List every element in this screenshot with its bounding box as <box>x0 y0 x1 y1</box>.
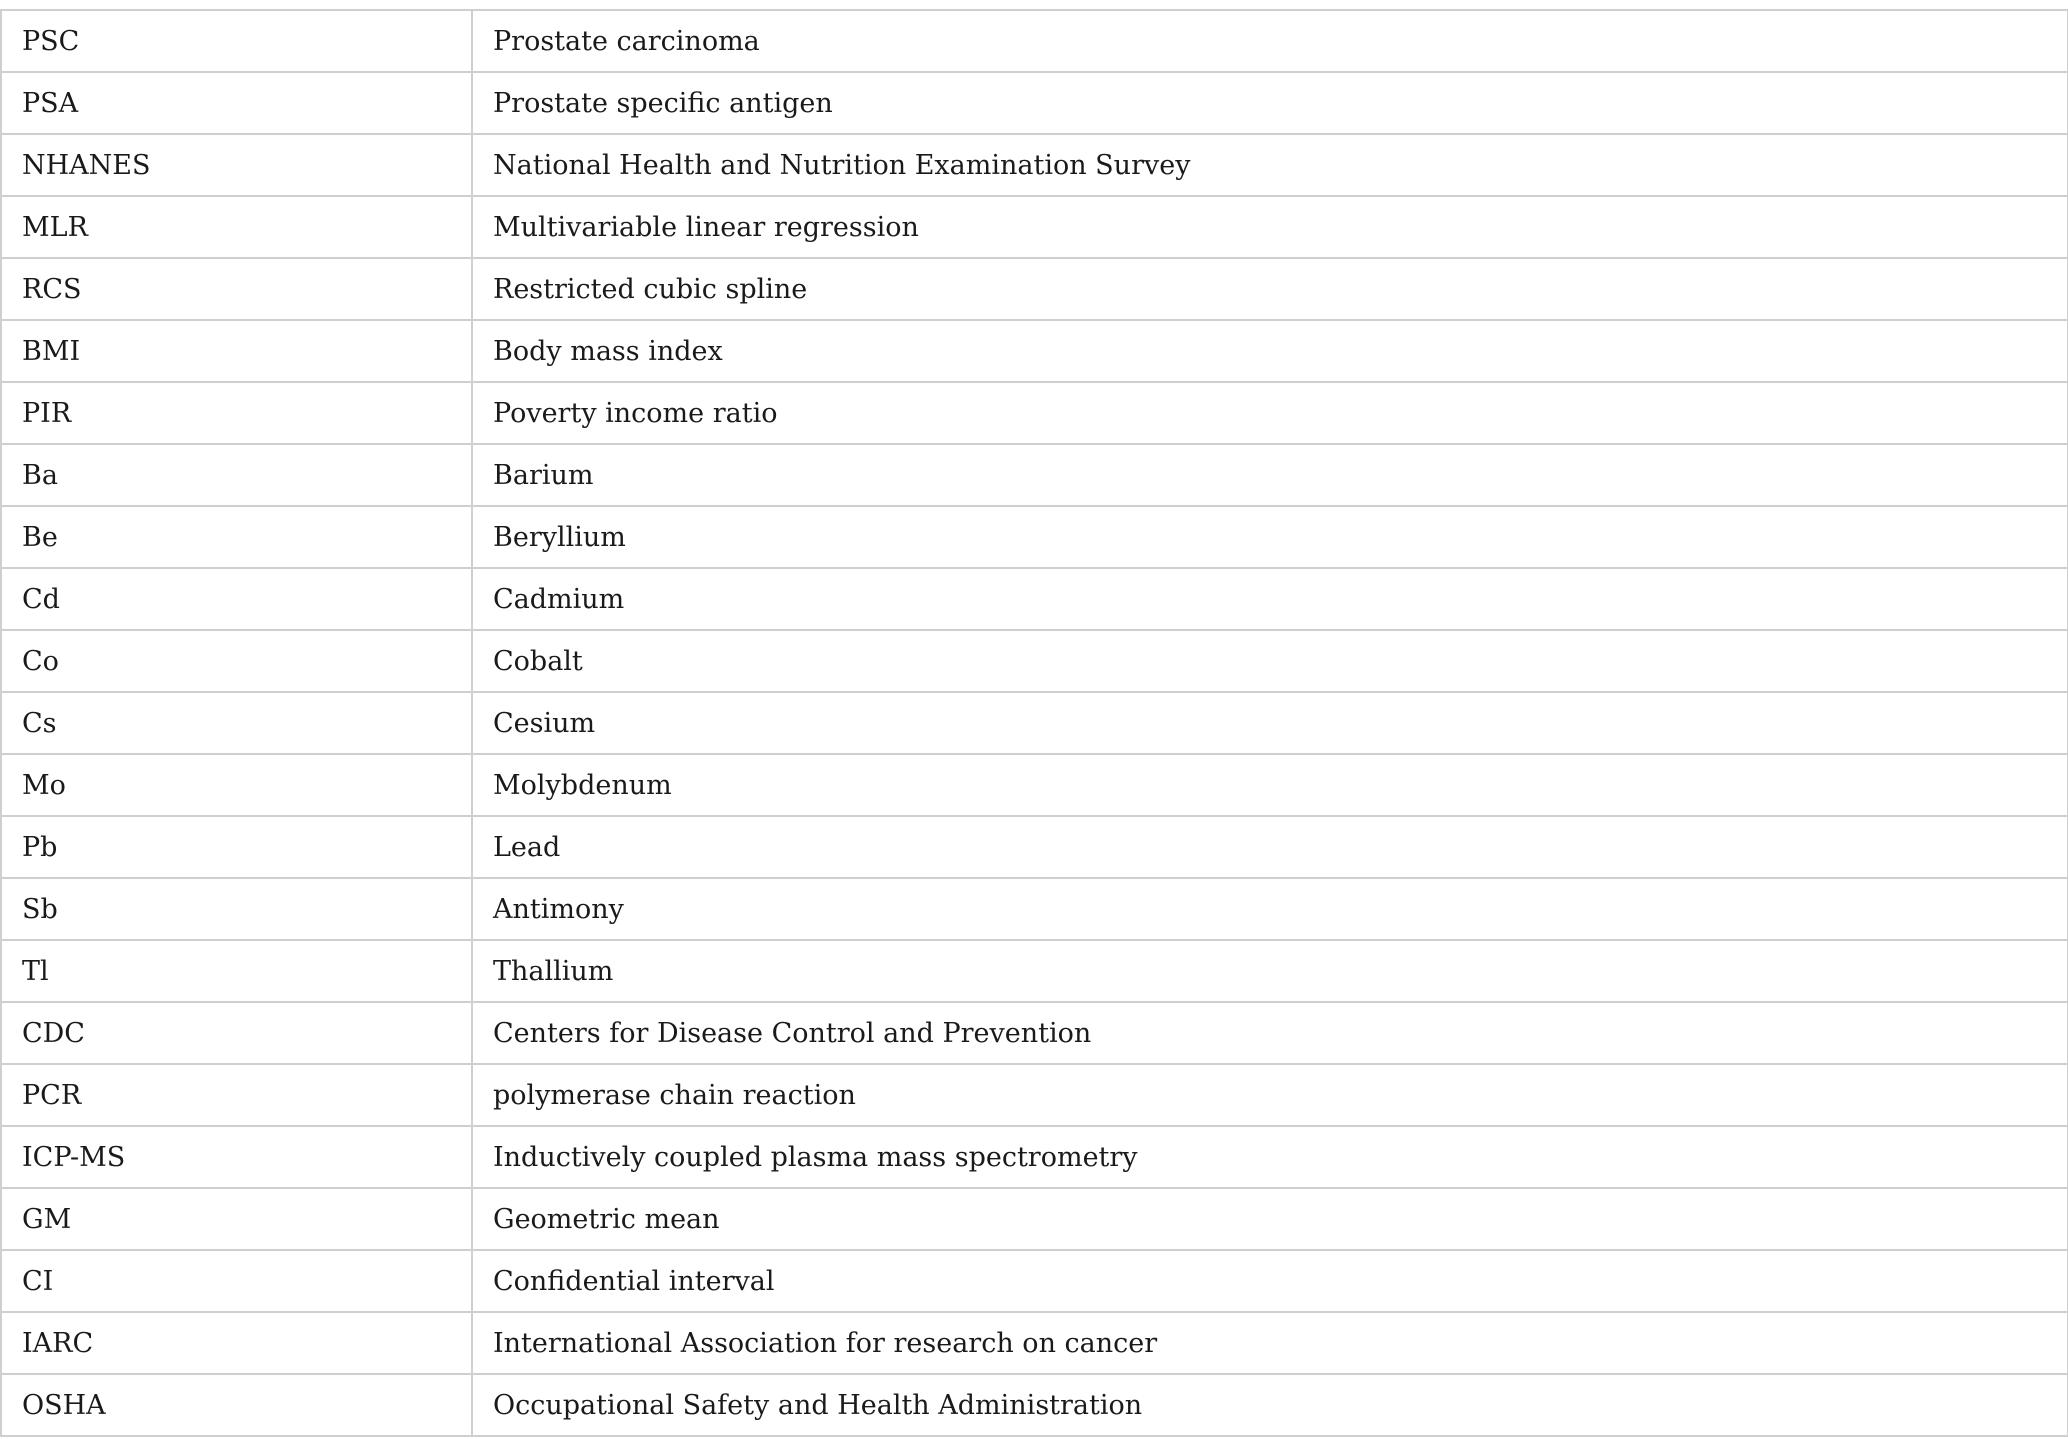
abbreviation-cell: NHANES <box>1 134 472 196</box>
abbreviation-cell: RCS <box>1 258 472 320</box>
table-row <box>1 1250 2068 1312</box>
table-row <box>1 134 2068 196</box>
definition-cell: Geometric mean <box>472 1188 2068 1250</box>
abbreviation-cell: CDC <box>1 1002 472 1064</box>
table-row <box>1 10 2068 72</box>
table-row <box>1 444 2068 506</box>
table-row <box>1 196 2068 258</box>
definition-cell: Occupational Safety and Health Administration <box>472 1374 2068 1436</box>
table-row <box>1 1002 2068 1064</box>
abbreviation-cell: Cs <box>1 692 472 754</box>
abbreviation-cell: Cd <box>1 568 472 630</box>
abbreviation-cell: IARC <box>1 1312 472 1374</box>
abbreviation-cell: ICP-MS <box>1 1126 472 1188</box>
abbreviation-cell: Co <box>1 630 472 692</box>
abbreviation-cell: Tl <box>1 940 472 1002</box>
definition-cell: Thallium <box>472 940 2068 1002</box>
abbreviation-cell: Pb <box>1 816 472 878</box>
definition-cell: Antimony <box>472 878 2068 940</box>
table-row <box>1 258 2068 320</box>
abbreviation-cell: PCR <box>1 1064 472 1126</box>
table-row <box>1 1064 2068 1126</box>
abbreviation-cell: OSHA <box>1 1374 472 1436</box>
abbreviation-cell: BMI <box>1 320 472 382</box>
definition-cell: International Association for research on cancer <box>472 1312 2068 1374</box>
abbreviations-table-body <box>1 10 2068 1436</box>
table-row <box>1 506 2068 568</box>
table-row <box>1 816 2068 878</box>
abbreviations-table <box>0 9 2068 1437</box>
definition-cell: Cobalt <box>472 630 2068 692</box>
abbreviation-cell: Mo <box>1 754 472 816</box>
definition-cell: Cadmium <box>472 568 2068 630</box>
definition-cell: Prostate specific antigen <box>472 72 2068 134</box>
definition-cell: Poverty income ratio <box>472 382 2068 444</box>
table-row <box>1 320 2068 382</box>
definition-cell: Molybdenum <box>472 754 2068 816</box>
table-row <box>1 692 2068 754</box>
definition-cell: polymerase chain reaction <box>472 1064 2068 1126</box>
abbreviation-cell: Be <box>1 506 472 568</box>
abbreviation-cell: PSA <box>1 72 472 134</box>
abbreviation-cell: Ba <box>1 444 472 506</box>
abbreviation-cell: PSC <box>1 10 472 72</box>
abbreviation-cell: GM <box>1 1188 472 1250</box>
definition-cell: Confidential interval <box>472 1250 2068 1312</box>
table-row <box>1 940 2068 1002</box>
definition-cell: Cesium <box>472 692 2068 754</box>
table-row <box>1 1188 2068 1250</box>
abbreviation-cell: MLR <box>1 196 472 258</box>
table-row <box>1 878 2068 940</box>
abbreviation-cell: CI <box>1 1250 472 1312</box>
table-row <box>1 630 2068 692</box>
table-row <box>1 1374 2068 1436</box>
table-row <box>1 754 2068 816</box>
table-row <box>1 1312 2068 1374</box>
definition-cell: Prostate carcinoma <box>472 10 2068 72</box>
definition-cell: Multivariable linear regression <box>472 196 2068 258</box>
definition-cell: Barium <box>472 444 2068 506</box>
definition-cell: Restricted cubic spline <box>472 258 2068 320</box>
table-row <box>1 72 2068 134</box>
definition-cell: Centers for Disease Control and Prevention <box>472 1002 2068 1064</box>
definition-cell: Beryllium <box>472 506 2068 568</box>
definition-cell: National Health and Nutrition Examination Survey <box>472 134 2068 196</box>
table-row <box>1 568 2068 630</box>
table-row <box>1 1126 2068 1188</box>
abbreviation-cell: Sb <box>1 878 472 940</box>
abbreviation-cell: PIR <box>1 382 472 444</box>
definition-cell: Inductively coupled plasma mass spectrometry <box>472 1126 2068 1188</box>
table-row <box>1 382 2068 444</box>
definition-cell: Body mass index <box>472 320 2068 382</box>
definition-cell: Lead <box>472 816 2068 878</box>
